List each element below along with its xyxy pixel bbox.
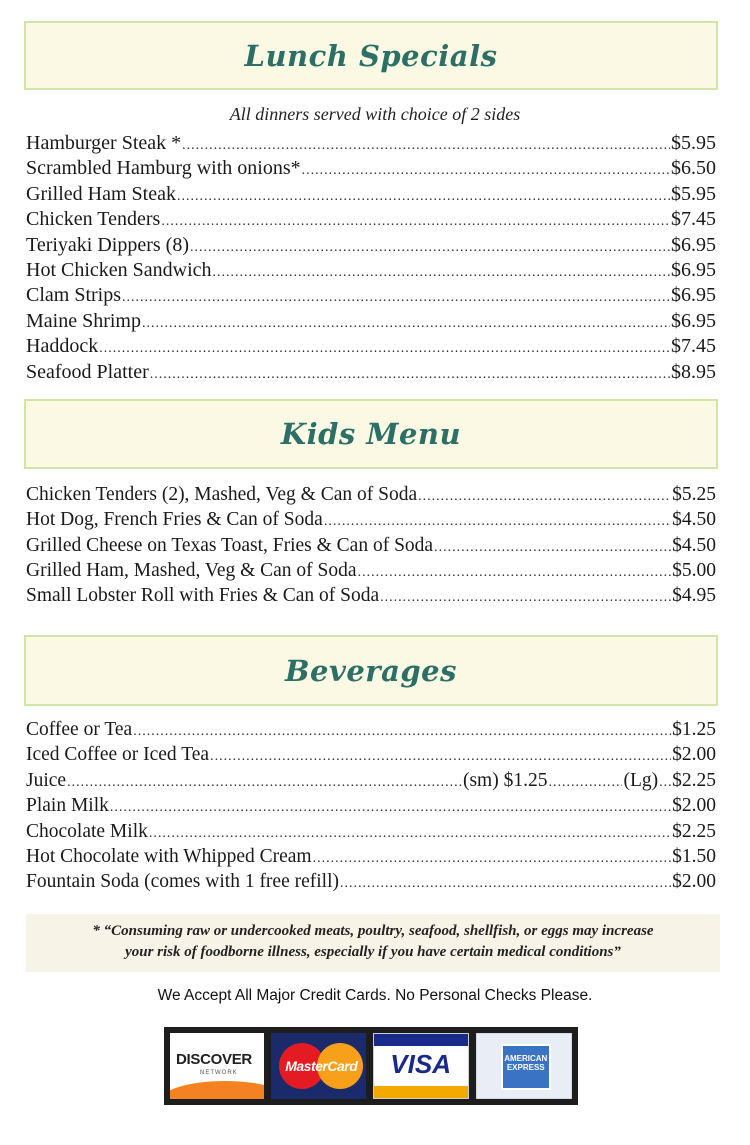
discover-wordmark: DISCOVER (176, 1051, 252, 1068)
item-name: Fountain Soda (comes with 1 free refill) (26, 871, 339, 893)
mastercard-wordmark: MasterCard (285, 1058, 358, 1074)
disclaimer-line: your risk of foodborne illness, especially if you have certain medical conditions” (125, 944, 621, 960)
item-price: $4.50 (672, 509, 716, 531)
item-name: Juice (26, 769, 67, 791)
item-price: $5.00 (672, 559, 716, 581)
menu-item (26, 869, 716, 894)
dot-leader (142, 311, 670, 336)
lunch-specials-title: Lunch Specials (244, 38, 498, 73)
menu-item (26, 583, 716, 608)
dot-leader (150, 362, 670, 387)
dot-leader (313, 846, 672, 871)
visa-gold-band (374, 1086, 468, 1098)
item-name: Iced Coffee or Iced Tea (26, 744, 210, 766)
menu-item (26, 182, 716, 207)
dot-leader (358, 560, 672, 585)
dot-leader (434, 535, 671, 560)
menu-item (26, 717, 716, 742)
mastercard-logo (271, 1033, 365, 1099)
food-safety-disclaimer (26, 914, 720, 972)
menu-item (26, 131, 716, 156)
menu-item (26, 156, 716, 181)
item-price: $5.95 (671, 132, 716, 154)
dot-leader (659, 770, 671, 795)
item-name: Seafood Platter (26, 360, 149, 383)
item-price: $7.45 (671, 335, 716, 358)
item-name: Chicken Tenders (26, 208, 161, 231)
item-name: Grilled Ham Steak (26, 182, 176, 205)
amex-wordmark (501, 1054, 551, 1072)
menu-item (26, 258, 716, 283)
dot-leader (324, 509, 671, 534)
menu-item (26, 309, 716, 334)
item-name: Hot Chocolate with Whipped Cream (26, 845, 312, 867)
visa-blue-band (374, 1034, 468, 1046)
menu-item (26, 819, 716, 844)
menu-item (26, 360, 716, 385)
dot-leader (182, 133, 670, 158)
discover-network-text: NETWORK (200, 1070, 238, 1076)
menu-item (26, 793, 716, 818)
american-express-logo (476, 1033, 572, 1099)
item-name: Chocolate Milk (26, 820, 148, 842)
item-price: $2.25 (672, 769, 716, 791)
item-price: $6.95 (671, 258, 716, 281)
menu-item (26, 768, 716, 793)
dot-leader (133, 719, 671, 744)
visa-logo (373, 1033, 469, 1099)
discover-swoosh (170, 1081, 264, 1099)
kids-menu-title: Kids Menu (280, 417, 462, 451)
dot-leader (110, 795, 671, 820)
item-name: Hot Chicken Sandwich (26, 258, 212, 281)
kids-menu-header (24, 399, 718, 469)
dot-leader (418, 484, 671, 509)
item-price: $2.00 (672, 871, 716, 893)
discover-logo (170, 1033, 264, 1099)
dot-leader (302, 158, 670, 183)
dot-leader (190, 235, 670, 260)
item-price: $2.00 (672, 744, 716, 766)
item-name: Grilled Ham, Mashed, Veg & Can of Soda (26, 559, 357, 581)
item-name: Small Lobster Roll with Fries & Can of Soda (26, 585, 380, 607)
item-price: $5.25 (672, 484, 716, 505)
dot-leader (213, 260, 670, 285)
dot-leader (67, 770, 462, 795)
lunch-specials-header (24, 21, 718, 90)
item-price: $6.95 (671, 309, 716, 332)
beverages-list (26, 717, 716, 895)
disclaimer-line: * “Consuming raw or undercooked meats, poultry, seafood, shellfish, or eggs may increase (92, 923, 654, 939)
item-price: $5.95 (671, 182, 716, 205)
dot-leader (380, 585, 671, 610)
dot-leader (122, 285, 670, 310)
menu-item (26, 482, 716, 507)
menu-item (26, 844, 716, 869)
item-name: Chicken Tenders (2), Mashed, Veg & Can of Soda (26, 484, 418, 505)
dot-leader (161, 209, 670, 234)
visa-wordmark: VISA (390, 1049, 451, 1079)
item-price: $4.50 (672, 534, 716, 556)
item-price: $1.25 (672, 719, 716, 740)
lunch-specials-list (26, 131, 716, 385)
juice-small-price: (sm) $1.25 (462, 769, 548, 791)
item-price: $6.95 (671, 284, 716, 307)
dot-leader (149, 821, 671, 846)
item-price: $7.45 (671, 208, 716, 231)
credit-card-logos (164, 1027, 578, 1105)
menu-item (26, 233, 716, 258)
item-price: $6.50 (671, 157, 716, 180)
juice-large-label: (Lg) (623, 769, 659, 791)
item-name: Haddock (26, 335, 99, 358)
item-name: Teriyaki Dippers (8) (26, 233, 189, 256)
menu-item (26, 334, 716, 359)
item-name: Coffee or Tea (26, 719, 133, 740)
beverages-header (24, 635, 718, 706)
item-price: $8.95 (671, 360, 716, 383)
menu-item (26, 283, 716, 308)
item-name: Grilled Cheese on Texas Toast, Fries & Can of Soda (26, 534, 434, 556)
payment-note: We Accept All Major Credit Cards. No Personal Checks Please. (157, 987, 593, 1004)
menu-item (26, 207, 716, 232)
menu-item (26, 533, 716, 558)
item-name: Clam Strips (26, 284, 122, 307)
item-name: Maine Shrimp (26, 309, 141, 332)
item-name: Plain Milk (26, 795, 109, 817)
dot-leader (177, 184, 670, 209)
item-price: $4.95 (672, 585, 716, 607)
item-price: $2.00 (672, 795, 716, 817)
dot-leader (340, 871, 671, 896)
beverages-title: Beverages (285, 653, 457, 688)
item-name: Hamburger Steak * (26, 132, 182, 154)
kids-menu-list (26, 482, 716, 608)
amex-line-1: AMERICAN (504, 1054, 548, 1063)
dot-leader (210, 744, 671, 769)
menu-item (26, 507, 716, 532)
item-price: $6.95 (671, 233, 716, 256)
item-name: Scrambled Hamburg with onions* (26, 157, 301, 180)
menu-item (26, 742, 716, 767)
item-price: $1.50 (672, 845, 716, 867)
dot-leader (548, 770, 622, 795)
amex-line-2: EXPRESS (506, 1063, 545, 1072)
lunch-specials-subtitle: All dinners served with choice of 2 sides (229, 104, 521, 124)
item-name: Hot Dog, French Fries & Can of Soda (26, 509, 323, 531)
menu-item (26, 558, 716, 583)
item-price: $2.25 (672, 820, 716, 842)
dot-leader (99, 336, 670, 361)
